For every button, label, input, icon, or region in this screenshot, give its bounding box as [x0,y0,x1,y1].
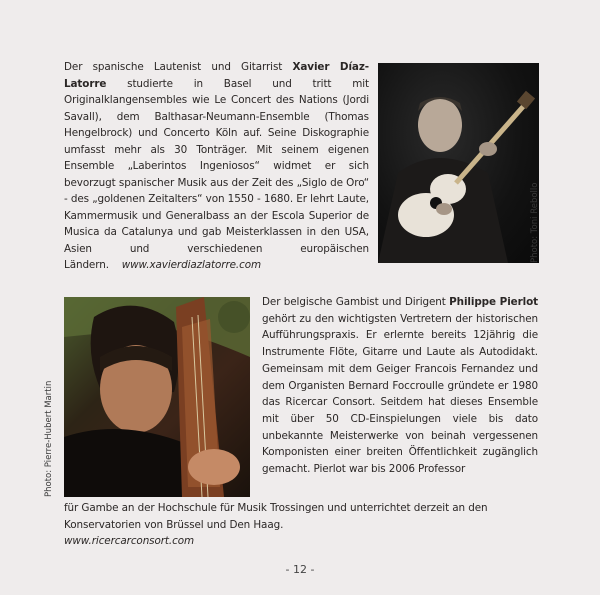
photo-guitarist [378,63,539,263]
guitarist-illustration [378,63,539,263]
website-link[interactable]: www.xavierdiazlatorre.com [121,259,262,271]
bio-intro: Der spanische Lautenist und Gitarrist [64,61,293,73]
bio-text: gehört zu den wichtigsten Vertretern der historischen Aufführungspraxis. Er erlernte bereits 12jährig die Instrumente Flöte, Gitarre und Laute als Autodidakt. Gemeinsam mit dem Geiger Francois Fernandez und dem Organisten Bernard Foccroulle gründete er 1980 das Ricercar Consort. Seitdem hat dieses Ensemble mit über 50 CD-Einspielungen viele bis dato unbekannte Meisterwerke von beinah vergessenen Komponisten einer breiten Öffentlichkeit zugänglich gemacht. Pierlot war bis 2006 Professor [262,312,538,476]
artist-name: Xavier Díaz-Latorre [64,61,369,90]
photo-credit: Photo: Pierre-Hubert Martin [44,380,54,497]
photo-credit: Photo: Toni Rebollo [530,182,540,263]
bio-intro: Der belgische Gambist und Dirigent [262,296,450,308]
page-number: - 12 - [285,563,315,576]
bio-text: studierte in Basel und tritt mit Originalklangensembles wie Le Concert des Nations (Jordi Savall), dem Balthasar-Neumann-Ensemble (Thomas Hengelbrock) und Concerto Köln auf. Seine Diskographie umfasst mehr als 30 Tonträger. Mit seinem eigenen Ensemble „Laberintos Ingeniosos“ widmet er sich bevorzugt spanischer Musik aus der Zeit des „Siglo de Oro“ - des „goldenen Zeitalters“ von 1550 - 1680. Er lehrt Laute, Kammermusik und Generalbass an der Escola Superior de Musica da Catalunya und gab Meisterklassen in den USA, Asien und verschiedenen europäischen Ländern. [64,77,369,271]
bio-diaz-latorre [64,59,369,274]
artist-name: Philippe Pierlot [449,296,538,308]
website-link[interactable]: www.ricercarconsort.com [64,535,194,547]
bio-text-tail: für Gambe an der Hochschule für Musik Trossingen und unterrichtet derzeit an den Konservatorien von Brüssel und Den Haag. [64,502,488,531]
bio-pierlot-continued [64,500,538,550]
gambist-illustration [64,297,250,497]
bio-pierlot [262,294,538,478]
photo-gambist [64,297,250,497]
